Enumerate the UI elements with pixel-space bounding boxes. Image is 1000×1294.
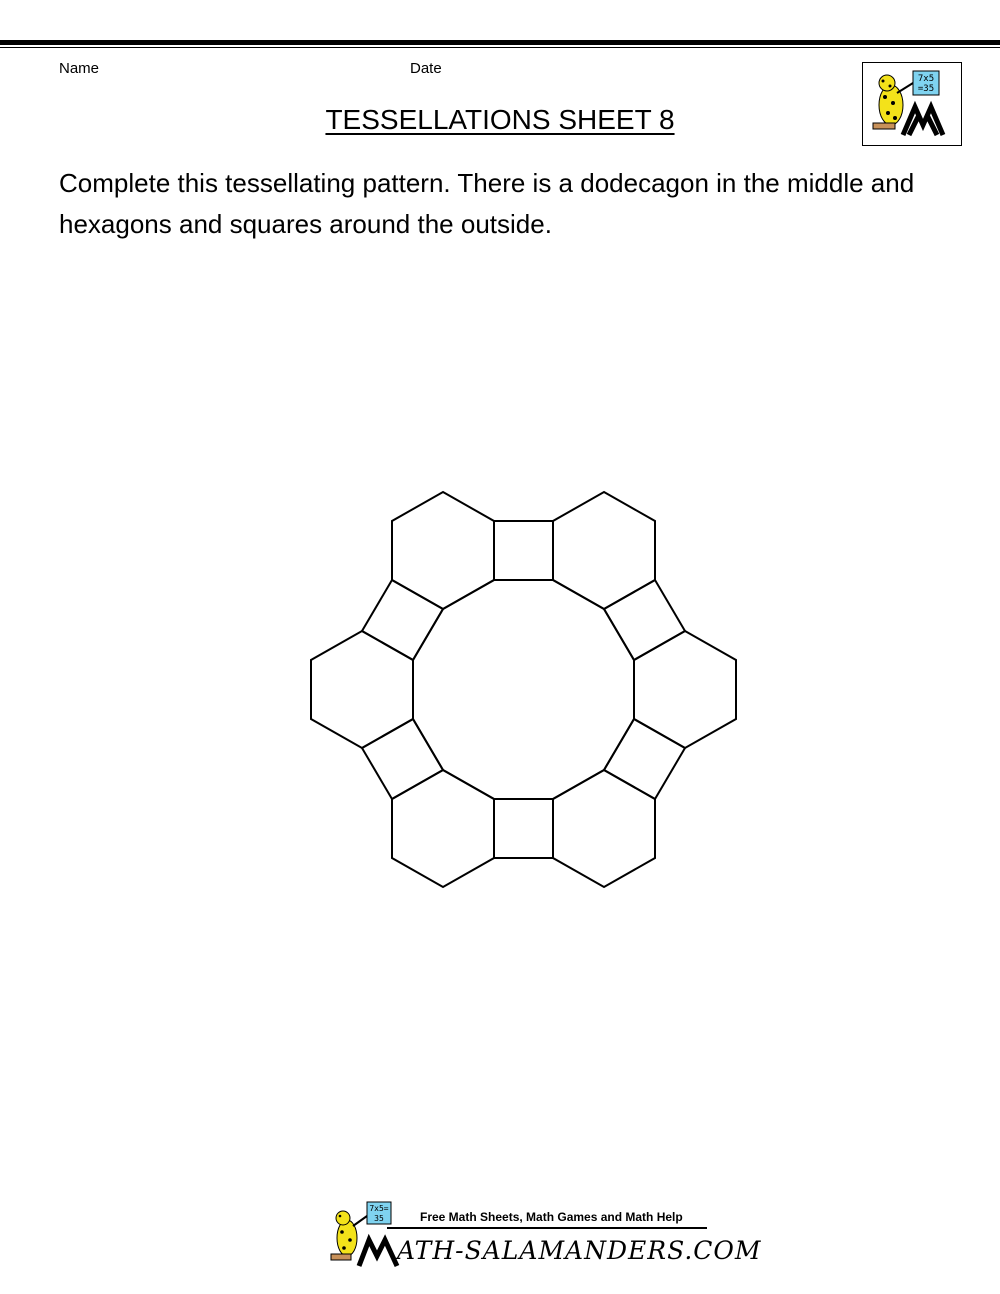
logo-badge-line1: 7x5: [917, 74, 935, 84]
hexagon-shape: [392, 770, 494, 887]
logo-badge-line2: =35: [917, 84, 935, 94]
hexagon-shape: [392, 492, 494, 609]
name-label: Name: [59, 60, 100, 77]
date-label: Date: [410, 60, 442, 77]
instructions-text: Complete this tessellating pattern. There is a dodecagon in the middle and hexagons and squares around the outside.: [59, 168, 915, 239]
footer-rule: [387, 1227, 707, 1229]
square-shape: [362, 580, 443, 660]
hexagon-shape: [634, 631, 736, 748]
footer-badge-line2: 35: [374, 1214, 384, 1223]
square-shape: [604, 719, 685, 799]
square-shape: [362, 719, 443, 799]
hexagon-shape: [553, 770, 655, 887]
footer-salamander-icon: [325, 1198, 405, 1270]
square-shape: [604, 580, 685, 660]
hexagon-shape: [311, 631, 413, 748]
footer-logo: [325, 1198, 762, 1270]
footer-brand: ATH-SALAMANDERS.COM: [397, 1236, 762, 1265]
footer-badge-line1: 7x5=: [369, 1204, 389, 1213]
dodecagon-shape: [413, 580, 634, 799]
square-shape: [494, 799, 553, 858]
square-shape: [494, 521, 553, 580]
page-title: TESSELLATIONS SHEET 8: [325, 104, 675, 135]
footer-tagline: Free Math Sheets, Math Games and Math Help: [420, 1210, 683, 1224]
hexagon-shape: [553, 492, 655, 609]
